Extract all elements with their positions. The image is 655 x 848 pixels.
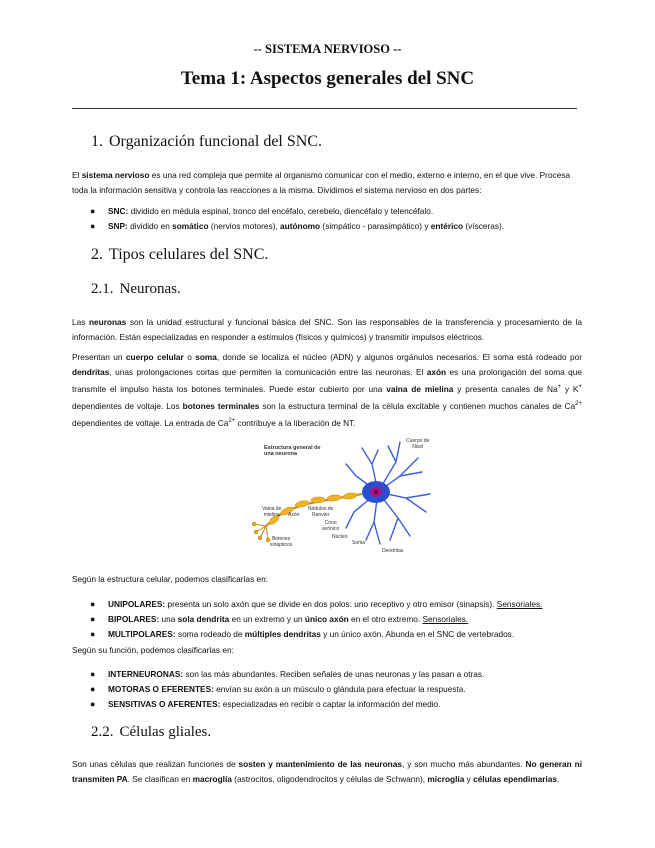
snc-snp-list — [72, 204, 592, 234]
section-1-number: 1. — [91, 133, 103, 150]
label-vaina — [262, 506, 281, 518]
text-run: , unas prolongaciones cortas que permiten la comunicación entre las neuronas. El — [109, 367, 427, 377]
label-line: Cono — [324, 520, 337, 526]
label-axon: Axón — [288, 512, 300, 518]
text-run: , y son mucho más abundantes. — [401, 759, 526, 769]
section-2-2-heading — [91, 724, 211, 741]
list-item-snp — [72, 219, 592, 234]
text-run: presenta un solo axón que se divide en dos polos: uno receptivo y otro emisor (sinapsis). — [165, 599, 497, 609]
bold-term: macroglía — [192, 774, 232, 784]
section-2-title: Tipos celulares del SNC. — [109, 246, 269, 263]
bold-term: dendritas — [72, 367, 110, 377]
bold-term: múltiples dendritas — [244, 629, 321, 639]
bullet-icon: ● — [90, 221, 96, 231]
text-run: soma rodeado de — [175, 629, 245, 639]
bold-term: sistema nervioso — [81, 170, 150, 180]
label-cono — [322, 520, 339, 532]
list-item-snc — [72, 204, 592, 219]
figure-title-line: Estructura general de — [264, 445, 321, 451]
text-run: (astrocitos, oligodendrocitos y células de Schwann), — [231, 774, 428, 784]
bold-term: UNIPOLARES: — [108, 599, 166, 609]
bullet-icon: ● — [90, 669, 96, 679]
bold-term: sosten y mantenimiento de las neuronas — [238, 759, 402, 769]
label-line: Vaina de — [262, 506, 282, 512]
bullet-icon: ● — [90, 206, 96, 216]
text-run: y presenta canales de Na — [453, 383, 558, 394]
text-run: o — [183, 352, 196, 362]
bold-term: microglía — [427, 774, 465, 784]
section-2-2-title: Células gliales. — [119, 724, 212, 740]
text-run: dividido en — [127, 221, 173, 231]
label-line: Ranvier — [312, 512, 330, 518]
neuron-diagram — [250, 436, 440, 556]
label-line: Botones — [271, 536, 291, 542]
text-run: es una red compleja que permite al organismo comunicar con el medio, externo e interno, en el que vive. Procesa toda la información sensitiva y controla las reacciones a la misma. Dividimos el sistema nervioso en dos partes: — [72, 170, 571, 195]
label-line: axónico — [322, 526, 340, 532]
text-run: dividido en médula espinal, tronco del encéfalo, cerebelo, diencéfalo y telencéfalo. — [128, 206, 434, 216]
section-2-heading — [91, 246, 268, 264]
bullet-icon: ● — [90, 614, 96, 624]
bold-term: cuerpo celular — [125, 352, 184, 362]
text-run: , donde se localiza el núcleo (ADN) y algunos orgánulos necesarios. El soma está rodeado por — [216, 352, 582, 362]
bold-term: vaina de mielina — [386, 383, 454, 394]
section-1-paragraph — [72, 168, 582, 198]
bold-term: SENSITIVAS O AFERENTES: — [108, 699, 221, 709]
list-item-sensitivas — [72, 697, 592, 712]
bold-term: autónomo — [280, 221, 321, 231]
label-soma: Soma — [352, 540, 366, 546]
text-run: Presentan un — [72, 352, 126, 362]
text-run: y — [464, 774, 474, 784]
bold-term: somático — [172, 221, 209, 231]
bold-term: botones terminales — [182, 400, 260, 411]
bold-term: células ependimarias — [473, 774, 558, 784]
text-run: en el otro extremo. — [348, 614, 423, 624]
section-2-number: 2. — [91, 246, 103, 263]
list-item-motoras — [72, 682, 592, 697]
superscript: + — [578, 384, 582, 390]
figure-title — [264, 445, 321, 457]
neuronas-paragraph-1 — [72, 315, 582, 345]
bold-term: entérico — [430, 221, 464, 231]
text-run: dependientes de voltaje. Los — [72, 400, 183, 411]
text-run: dependientes de voltaje. La entrada de Ca — [72, 417, 229, 428]
label-line: Nódulos de — [308, 506, 334, 512]
bold-term: No generan ni transmiten PA — [72, 759, 582, 784]
text-run: (nervios motores), — [208, 221, 281, 231]
text-run: una — [159, 614, 178, 624]
list-item-unipolares — [72, 597, 592, 612]
neuronas-paragraph-2 — [72, 350, 582, 430]
text-run: son la estructura terminal de la célula excitable y contienen muchos canales de Ca — [259, 400, 576, 411]
text-run: Son unas células que realizan funciones de — [72, 759, 239, 769]
label-line: Nissl — [412, 444, 424, 450]
text-run: (vísceras). — [463, 221, 505, 231]
section-1-heading — [91, 133, 322, 151]
funcion-intro: Según su función, podemos clasificarlas en: — [72, 645, 234, 655]
label-nucleo: Núcleo — [332, 534, 348, 540]
section-2-2-number: 2.2. — [91, 724, 114, 740]
label-nissl — [406, 438, 429, 450]
superscript: 2+ — [575, 400, 582, 407]
document-subject: -- SISTEMA NERVIOSO -- — [253, 42, 402, 56]
label-dendritas: Dendritas — [382, 548, 404, 554]
bold-term: único axón — [304, 614, 349, 624]
section-2-1-number: 2.1. — [91, 281, 114, 297]
underlined-term: Sensoriales. — [496, 599, 543, 609]
bold-term: soma — [195, 352, 217, 362]
section-1-title: Organización funcional del SNC. — [109, 133, 322, 150]
gliales-paragraph — [72, 757, 582, 787]
bullet-icon: ● — [90, 684, 96, 694]
bold-term: MOTORAS O EFERENTES: — [108, 684, 214, 694]
bold-term: axón — [426, 367, 447, 377]
section-2-1-heading — [91, 281, 181, 298]
bold-term: SNP: — [108, 221, 128, 231]
text-run: y K — [561, 383, 579, 394]
label-line: Cuerpo de — [406, 438, 430, 444]
bold-term: neuronas — [88, 317, 127, 327]
text-run: Las — [72, 317, 89, 327]
nucleolus — [374, 490, 378, 494]
bold-term: SNC: — [108, 206, 129, 216]
superscript: + — [557, 384, 562, 390]
text-run: . — [557, 774, 560, 784]
label-botones — [270, 536, 292, 548]
text-run: contribuye a la liberación de NT. — [235, 417, 356, 428]
estructura-intro: Según la estructura celular, podemos clasificarlas en: — [72, 574, 269, 584]
bold-term: BIPOLARES: — [108, 614, 160, 624]
list-item-bipolares — [72, 612, 592, 627]
section-2-1-title: Neuronas. — [119, 281, 181, 297]
bullet-icon: ● — [90, 629, 96, 639]
text-run: envían su axón a un músculo o glándula para efectuar la respuesta. — [213, 684, 466, 694]
bold-term: sola dendrita — [177, 614, 230, 624]
text-run: son las más abundantes. Reciben señales de unas neuronas y las pasan a otras. — [183, 669, 485, 679]
funcion-list — [72, 667, 592, 712]
bullet-icon: ● — [90, 699, 96, 709]
text-run: . Se clasifican en — [127, 774, 193, 784]
bold-term: MULTIPOLARES: — [108, 629, 176, 639]
text-run: especializadas en recibir o captar la información del medio. — [220, 699, 441, 709]
text-run: son la unidad estructural y funcional básica del SNC. Son las responsables de la transferencia y procesamiento de la información. Están especializadas en responder a estímulos (físicos y químicos) y transmitir impulsos eléctricos. — [72, 317, 582, 342]
estructura-list — [72, 597, 592, 642]
text-run: El — [72, 170, 82, 180]
list-item-interneuronas — [72, 667, 592, 682]
bold-term: INTERNEURONAS: — [108, 669, 184, 679]
label-line: sinápticos — [270, 542, 293, 548]
underlined-term: Sensoriales. — [422, 614, 469, 624]
text-run: y un único axón. Abunda en el SNC de vertebrados. — [320, 629, 515, 639]
text-run: es una prolongación del soma que transmite el impulso hasta los botones terminales. Puede estar cubierto por una — [72, 367, 583, 394]
document-title: Tema 1: Aspectos generales del SNC — [180, 68, 475, 89]
list-item-multipolares — [72, 627, 592, 642]
label-line: mielina — [263, 512, 280, 518]
label-ranvier — [308, 506, 333, 518]
superscript: 2+ — [228, 417, 236, 424]
text-run: en un extremo y un — [229, 614, 305, 624]
text-run: (simpático - parasimpático) y — [320, 221, 431, 231]
title-divider — [72, 108, 577, 109]
figure-title-line: una neurona — [264, 451, 298, 457]
bullet-icon: ● — [90, 599, 96, 609]
